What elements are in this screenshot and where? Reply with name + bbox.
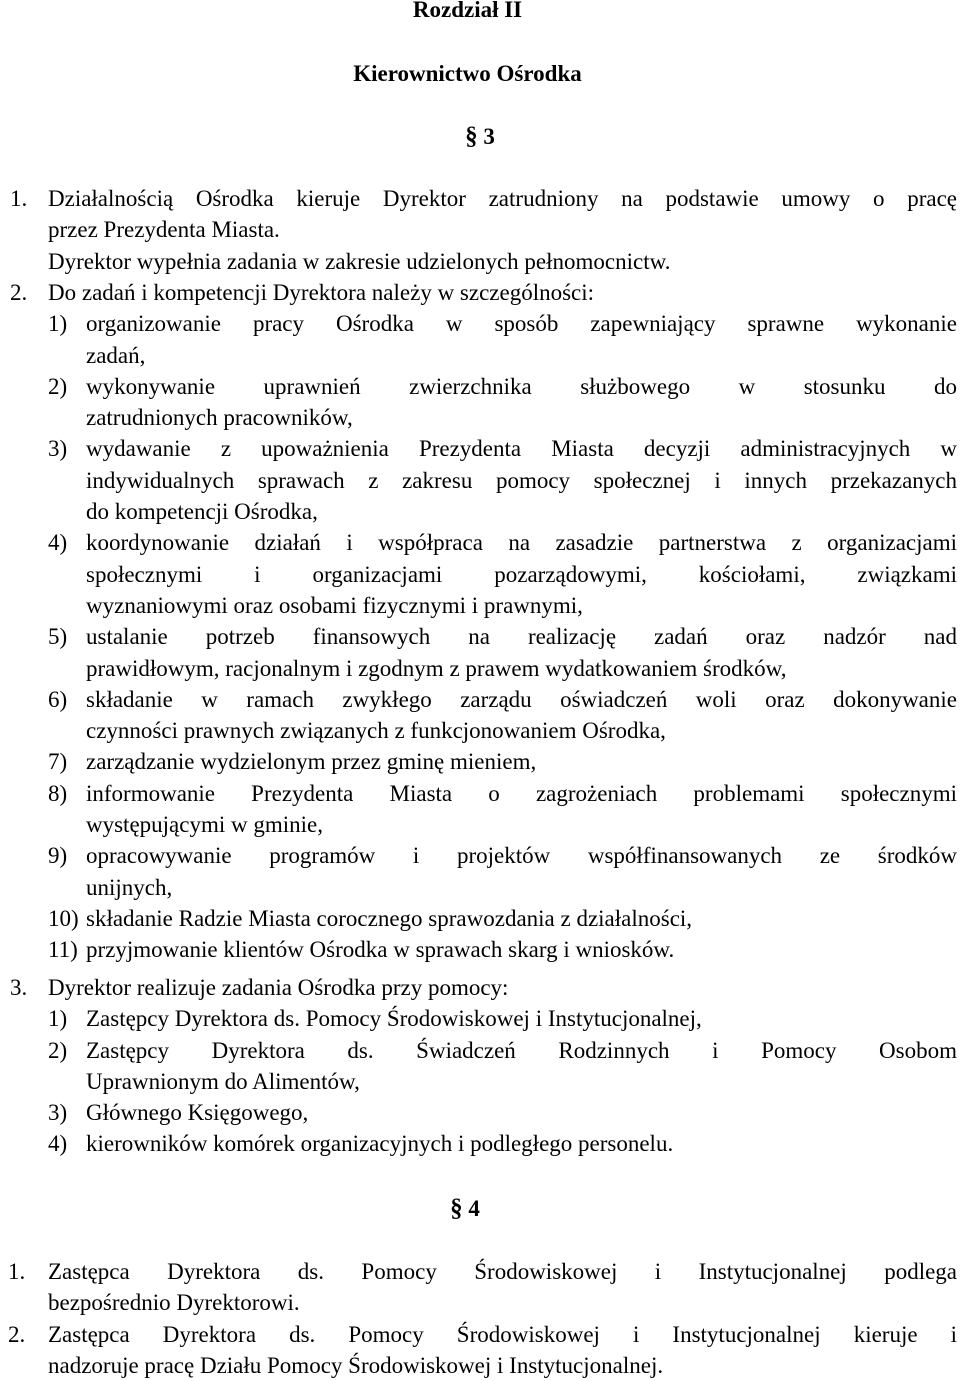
sub-item-number: 7) (48, 749, 68, 775)
text-line: informowanie Prezydenta Miasta o zagrożeniach problemami społecznymi (86, 780, 957, 806)
point-number: 2. (8, 1321, 26, 1347)
sub-item (48, 433, 957, 527)
sub-item-number: 11) (48, 937, 78, 963)
sub-item (48, 903, 957, 934)
sub-item-number: 3) (48, 436, 68, 462)
sub-item-text (86, 371, 957, 434)
paragraph-sign: § (450, 1195, 463, 1222)
sub-item-text (86, 840, 957, 903)
text-line: Zastępca Dyrektora ds. Pomocy Środowiskowej i Instytucjonalnej podlega (48, 1259, 957, 1284)
text-line: organizowanie pracy Ośrodka w sposób zapewniający sprawne wykonanie (86, 311, 957, 337)
sub-item (48, 840, 957, 903)
sub-item (48, 527, 957, 621)
text-line: kierowników komórek organizacyjnych i podległego personelu. (86, 1131, 674, 1157)
text-line: prawidłowym, racjonalnym i zgodnym z prawem wydatkowaniem środków, (86, 655, 787, 681)
sub-item (48, 1128, 957, 1159)
text-line: Dyrektor wypełnia zadania w zakresie udzielonych pełnomocnictw. (48, 248, 671, 274)
sub-item-text (86, 433, 957, 527)
sub-item-text (86, 1035, 957, 1098)
point-number: 1. (8, 1259, 26, 1284)
sub-item (48, 934, 957, 965)
text-line: przez Prezydenta Miasta. (48, 217, 280, 243)
paragraph-4-point-2 (8, 1319, 957, 1381)
sub-item-text (86, 903, 957, 934)
paragraph-3-point-1 (10, 183, 957, 277)
text-line: bezpośrednio Dyrektorowi. (48, 1290, 300, 1316)
sub-item-number: 9) (48, 843, 68, 869)
text-line: czynności prawnych związanych z funkcjonowaniem Ośrodka, (86, 718, 666, 744)
sub-item (48, 371, 957, 434)
text-line: składanie w ramach zwykłego zarządu oświadczeń woli oraz dokonywanie (86, 686, 957, 712)
sub-item-text (86, 778, 957, 841)
point-text: Dyrektor realizuje zadania Ośrodka przy pomocy: (48, 975, 509, 1000)
sub-item-number: 4) (48, 1131, 68, 1157)
text-line: wyznaniowymi oraz osobami fizycznymi i prawnymi, (86, 592, 583, 618)
point-text (48, 183, 957, 214)
sub-item-text (86, 308, 957, 371)
point-text: Do zadań i kompetencji Dyrektora należy w szczególności: (48, 280, 595, 305)
text-line: Głównego Księgowego, (86, 1100, 309, 1126)
sub-item-text (86, 934, 957, 965)
sub-item-text (86, 684, 957, 747)
text-line: koordynowanie działań i współpraca na zasadzie partnerstwa z organizacjami (86, 530, 957, 556)
text-line: nadzoruje pracę Działu Pomocy Środowiskowej i Instytucjonalnej. (48, 1352, 664, 1378)
chapter-heading: Rozdział II (412, 0, 523, 22)
paragraph-4-point-1 (8, 1256, 957, 1319)
paragraph-4-list (8, 1256, 957, 1381)
sub-item-number: 10) (48, 905, 79, 931)
point-number: 1. (10, 186, 28, 211)
paragraph-number: 4 (468, 1196, 480, 1221)
text-line: Działalnością Ośrodka kieruje Dyrektor zatrudniony na podstawie umowy o pracę (48, 186, 957, 211)
sub-list (10, 308, 957, 965)
sub-item-number: 1) (48, 1006, 68, 1032)
paragraph-3-heading (420, 121, 540, 152)
text-line: wydawanie z upoważnienia Prezydenta Miasta decyzji administracyjnych w (86, 436, 957, 462)
text-line: zarządzanie wydzielonym przez gminę mieniem, (86, 749, 537, 775)
sub-item-number: 4) (48, 530, 68, 556)
section-title: Kierownictwo Ośrodka (353, 61, 582, 86)
sub-item-text (86, 1097, 957, 1128)
text-line: zadań, (86, 342, 146, 368)
sub-item-number: 2) (48, 1037, 68, 1063)
sub-item (48, 308, 957, 371)
sub-item-number: 8) (48, 780, 68, 806)
text-line: składanie Radzie Miasta corocznego sprawozdania z działalności, (86, 905, 693, 931)
sub-item-number: 5) (48, 624, 68, 650)
text-line: opracowywanie programów i projektów współfinansowanych ze środków (86, 843, 957, 869)
sub-item-number: 3) (48, 1100, 68, 1126)
sub-item-number: 2) (48, 373, 68, 399)
text-line: występującymi w gminie, (86, 812, 323, 838)
point-number: 3. (10, 975, 28, 1000)
text-line: wykonywanie uprawnień zwierzchnika służbowego w stosunku do (86, 373, 957, 399)
sub-item-text (86, 621, 957, 684)
text-line: przyjmowanie klientów Ośrodka w sprawach skarg i wniosków. (86, 937, 675, 963)
sub-list (10, 1003, 957, 1159)
paragraph-3-point-3 (10, 972, 957, 1160)
sub-item (48, 1097, 957, 1128)
text-line: społecznymi i organizacjami pozarządowymi, kościołami, związkami (86, 561, 957, 587)
sub-item (48, 746, 957, 777)
text-line: unijnych, (86, 874, 173, 900)
sub-item-number: 6) (48, 686, 68, 712)
sub-item (48, 1035, 957, 1098)
point-text (48, 1256, 957, 1319)
sub-item (48, 684, 957, 747)
sub-item-text (86, 746, 957, 777)
point-number: 2. (10, 280, 28, 305)
text-line: ustalanie potrzeb finansowych na realizację zadań oraz nadzór nad (86, 624, 957, 650)
text-line: do kompetencji Ośrodka, (86, 499, 318, 525)
sub-item (48, 621, 957, 684)
text-line: Uprawnionym do Alimentów, (86, 1068, 360, 1094)
text-line: Zastępcy Dyrektora ds. Świadczeń Rodzinnych i Pomocy Osobom (86, 1037, 957, 1063)
sub-item-number: 1) (48, 311, 68, 337)
point-text (48, 1319, 957, 1381)
text-line: Zastępca Dyrektora ds. Pomocy Środowiskowej i Instytucjonalnej kieruje i (48, 1321, 957, 1347)
sub-item (48, 1003, 957, 1034)
text-line: zatrudnionych pracowników, (86, 405, 353, 431)
paragraph-sign: § (465, 123, 478, 150)
sub-item-text (86, 1003, 957, 1034)
sub-item-text (86, 527, 957, 621)
paragraph-4-heading (405, 1193, 525, 1224)
text-line: Zastępcy Dyrektora ds. Pomocy Środowiskowej i Instytucjonalnej, (86, 1006, 702, 1032)
text-line: indywidualnych sprawach z zakresu pomocy społecznej i innych przekazanych (86, 467, 957, 493)
paragraph-3-point-2 (10, 277, 957, 966)
sub-item-text (86, 1128, 957, 1159)
paragraph-number: 3 (483, 124, 495, 149)
sub-item (48, 778, 957, 841)
